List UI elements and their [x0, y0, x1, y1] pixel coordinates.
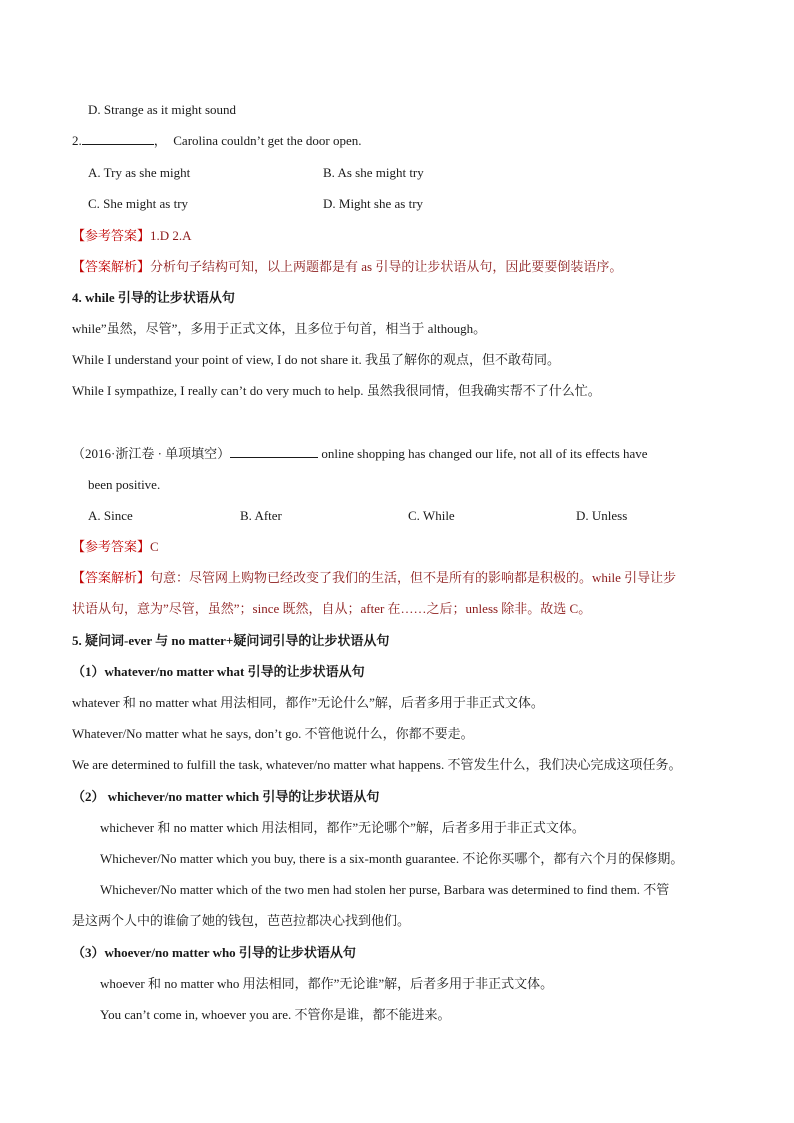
q2-stem-line: [72, 132, 361, 150]
analysis-1-line: [72, 258, 622, 276]
section-5-sub-3-heading: （3）whoever/no matter who 引导的让步状语从句: [72, 945, 356, 960]
q2-number: 2.: [72, 133, 82, 148]
q3-stem-line: [72, 445, 648, 463]
answer-2-line: [72, 538, 159, 556]
q3-option-d: D. Unless: [576, 508, 628, 523]
q3-stem-continued: been positive.: [88, 477, 161, 492]
section-5-sub-2-line-4: 是这两个人中的谁偷了她的钱包，芭芭拉都决心找到他们。: [72, 913, 411, 928]
answer-2-tag: 【参考答案】: [72, 539, 151, 554]
answer-1-line: [72, 227, 192, 245]
q3-option-b: B. After: [240, 508, 282, 523]
answer-1-text: 1.D 2.A: [150, 228, 192, 243]
q2-answer-blank: [82, 132, 154, 145]
q3-option-c: C. While: [408, 508, 455, 523]
section-5-heading: 5. 疑问词-ever 与 no matter+疑问词引导的让步状语从句: [72, 633, 390, 648]
q3-answer-blank: [230, 445, 318, 458]
section-4-line-1: while”虽然，尽管”，多用于正式文体，且多位于句首，相当于 although。: [72, 321, 487, 336]
analysis-2-line-2: 状语从句，意为”尽管，虽然”；since 既然，自从；after 在……之后；unless 除非。故选 C。: [72, 601, 592, 616]
q3-source: （2016·浙江卷 · 单项填空）: [72, 446, 231, 461]
answer-2-text: C: [150, 539, 159, 554]
analysis-1-tag: 【答案解析】: [72, 259, 151, 274]
q3-stem: online shopping has changed our life, not all of its effects have: [321, 446, 648, 461]
q2-stem: Carolina couldn’t get the door open.: [173, 133, 362, 148]
section-4-line-3: While I sympathize, I really can’t do very much to help. 虽然我很同情，但我确实帮不了什么忙。: [72, 383, 601, 398]
section-5-sub-1-line-3: We are determined to fulfill the task, whatever/no matter what happens. 不管发生什么，我们决心完成这项任务。: [72, 757, 682, 772]
section-5-sub-3-line-1: whoever 和 no matter who 用法相同，都作”无论谁”解，后者多用于非正式文体。: [100, 976, 554, 991]
section-5-sub-3-line-2: You can’t come in, whoever you are. 不管你是谁，都不能进来。: [100, 1007, 451, 1022]
q3-option-a: A. Since: [88, 508, 133, 523]
answer-1-tag: 【参考答案】: [72, 228, 151, 243]
q2-option-c: C. She might as try: [88, 196, 189, 211]
section-5-sub-2-line-2: Whichever/No matter which you buy, there is a six-month guarantee. 不论你买哪个，都有六个月的保修期。: [100, 851, 684, 866]
analysis-2-line-1: [72, 569, 676, 587]
q2-option-b: B. As she might try: [323, 165, 424, 180]
analysis-2-text-1: 句意：尽管网上购物已经改变了我们的生活，但不是所有的影响都是积极的。while 引导让步: [150, 570, 677, 585]
analysis-1-text: 分析句子结构可知，以上两题都是有 as 引导的让步状语从句，因此要要倒装语序。: [150, 259, 623, 274]
section-4-heading: 4. while 引导的让步状语从句: [72, 290, 235, 305]
q2-blank-suffix: ，: [153, 133, 167, 148]
section-5-sub-2-line-1: whichever 和 no matter which 用法相同，都作”无论哪个”解，后者多用于非正式文体。: [100, 820, 585, 835]
section-5-sub-2-line-3: Whichever/No matter which of the two men had stolen her purse, Barbara was determined to find them. 不管: [100, 882, 670, 897]
section-4-line-2: While I understand your point of view, I do not share it. 我虽了解你的观点，但不敢苟同。: [72, 352, 561, 367]
section-5-sub-2-heading: （2） whichever/no matter which 引导的让步状语从句: [72, 789, 380, 804]
section-5-sub-1-line-1: whatever 和 no matter what 用法相同，都作”无论什么”解，后者多用于非正式文体。: [72, 695, 544, 710]
section-5-sub-1-heading: （1）whatever/no matter what 引导的让步状语从句: [72, 664, 365, 679]
q2-option-d: D. Might she as try: [323, 196, 424, 211]
q1-option-d: D. Strange as it might sound: [88, 102, 237, 117]
q2-option-a: A. Try as she might: [88, 165, 191, 180]
section-5-sub-1-line-2: Whatever/No matter what he says, don’t go. 不管他说什么，你都不要走。: [72, 726, 474, 741]
analysis-2-tag: 【答案解析】: [72, 570, 151, 585]
